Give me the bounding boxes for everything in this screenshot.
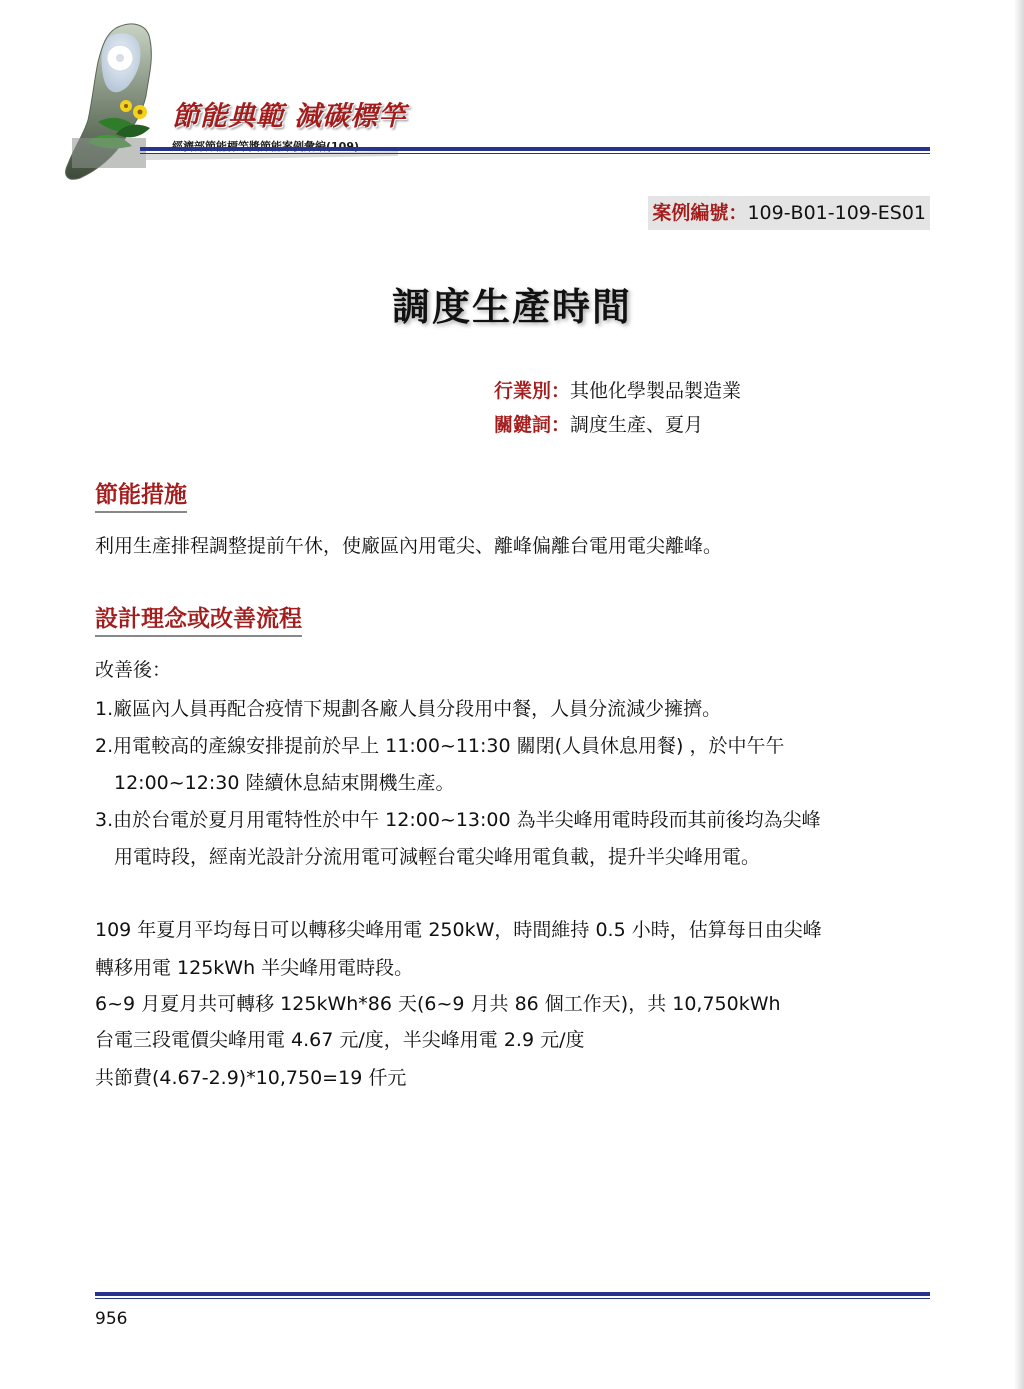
design-line: 改善後： bbox=[95, 659, 172, 681]
design-line: 3.由於台電於夏月用電特性於中午 12:00~13:00 為半尖峰用電時段而其前後均為尖峰 bbox=[95, 809, 821, 831]
design-line: 12:00~12:30 陸續休息結束開機生產。 bbox=[114, 772, 455, 794]
design-line: 1.廠區內人員再配合疫情下規劃各廠人員分段用中餐，人員分流減少擁擠。 bbox=[95, 698, 722, 720]
case-number-box bbox=[648, 196, 930, 230]
page-edge-shadow bbox=[1014, 0, 1024, 1389]
series-title: 節能典範 減碳標竿 bbox=[172, 101, 407, 132]
section-heading-measures: 節能措施 bbox=[95, 476, 187, 513]
calc-line: 台電三段電價尖峰用電 4.67 元/度，半尖峰用電 2.9 元/度 bbox=[95, 1029, 585, 1051]
page-number: 956 bbox=[95, 1309, 128, 1329]
industry-value: 其他化學製品製造業 bbox=[570, 380, 742, 402]
section-heading-design: 設計理念或改善流程 bbox=[95, 600, 302, 637]
industry-line bbox=[494, 376, 741, 403]
page-title: 調度生產時間 bbox=[391, 285, 632, 329]
industry-label: 行業別： bbox=[494, 380, 571, 402]
series-logo bbox=[28, 10, 408, 185]
design-line: 2.用電較高的產線安排提前於早上 11:00~11:30 關閉(人員休息用餐) ，於中午午 bbox=[95, 735, 785, 757]
keywords-line bbox=[494, 410, 703, 437]
calc-line: 轉移用電 125kWh 半尖峰用電時段。 bbox=[95, 957, 414, 979]
design-line: 用電時段，經南光設計分流用電可減輕台電尖峰用電負載，提升半尖峰用電。 bbox=[114, 846, 761, 868]
calc-line: 6~9 月夏月共可轉移 125kWh*86 天(6~9 月共 86 個工作天)，共 10,750kWh bbox=[95, 993, 781, 1015]
keywords-value: 調度生產、夏月 bbox=[570, 414, 704, 436]
measures-body: 利用生產排程調整提前午休，使廠區內用電尖、離峰偏離台電用電尖離峰。 bbox=[95, 535, 723, 557]
calc-line: 共節費(4.67-2.9)*10,750=19 仟元 bbox=[95, 1067, 407, 1089]
keywords-label: 關鍵詞： bbox=[494, 414, 571, 436]
case-number-label: 案例編號： bbox=[652, 202, 748, 224]
calc-line: 109 年夏月平均每日可以轉移尖峰用電 250kW，時間維持 0.5 小時，估算每日由尖峰 bbox=[95, 919, 822, 941]
case-number-value: 109-B01-109-ES01 bbox=[747, 202, 926, 224]
header-rule bbox=[140, 147, 930, 154]
footer-rule bbox=[95, 1292, 930, 1299]
